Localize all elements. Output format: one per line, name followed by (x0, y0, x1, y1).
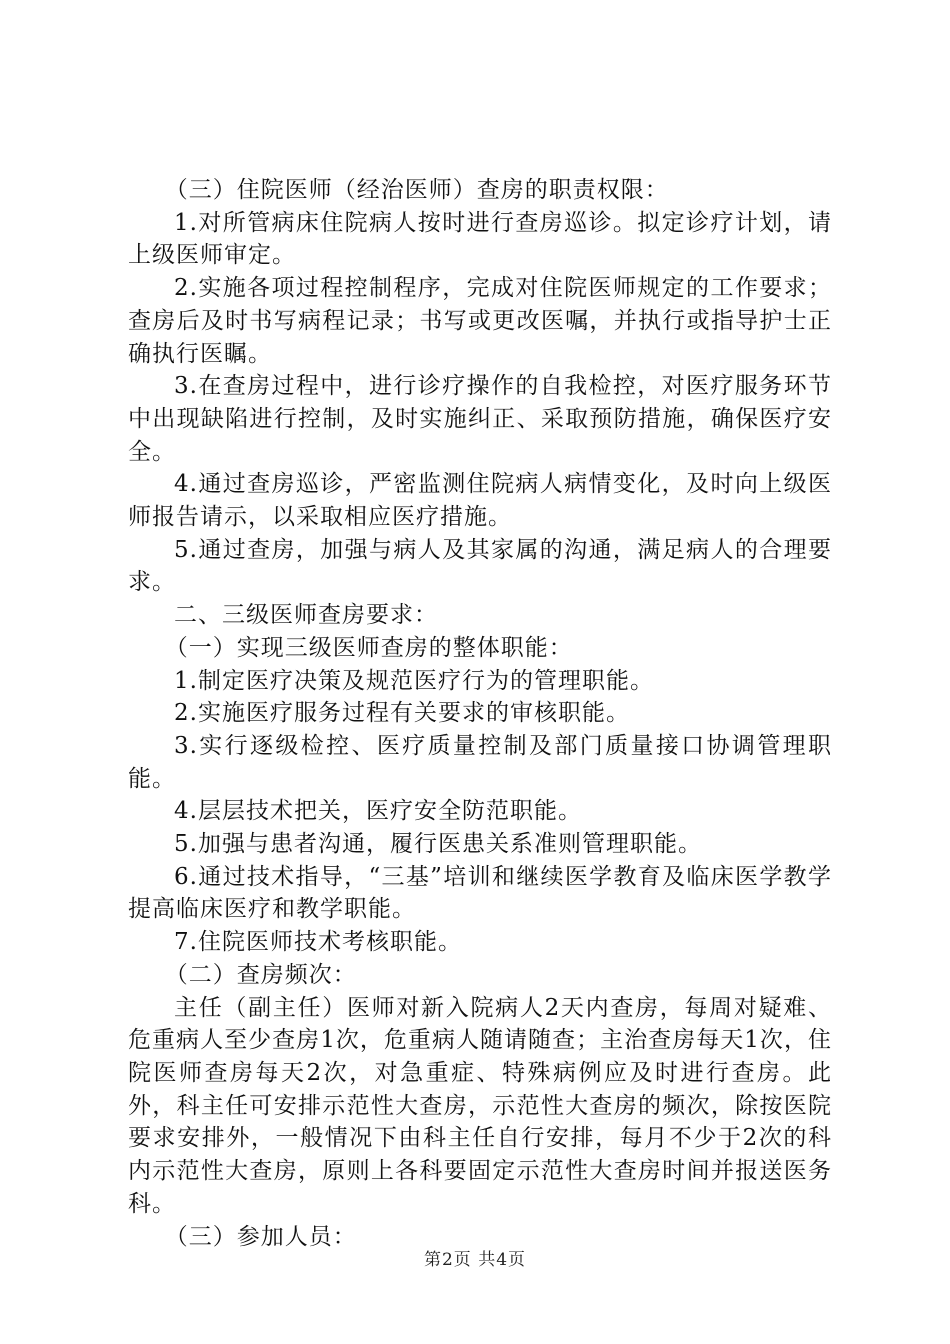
paragraph: 6.通过技术指导，“三基”培训和继续医学教育及临床医学教学提高临床医疗和教学职能。 (128, 863, 832, 923)
subsection-heading-functions: （一）实现三级医师查房的整体职能： (164, 634, 573, 661)
paragraph: 3.在查房过程中，进行诊疗操作的自我检控，对医疗服务环节中出现缺陷进行控制，及时实施纠正、采取预防措施，确保医疗安全。 (128, 373, 832, 465)
subsection-heading-frequency: （二）查房频次： (164, 961, 357, 988)
paragraph: 5.通过查房，加强与病人及其家属的沟通，满足病人的合理要求。 (128, 536, 832, 596)
page-number-footer: 第2页 共4页 (423, 1250, 527, 1270)
paragraph: 3.实行逐级检控、医疗质量控制及部门质量接口协调管理职能。 (128, 732, 832, 792)
paragraph: 1.制定医疗决策及规范医疗行为的管理职能。 (174, 667, 654, 694)
paragraph: 5.加强与患者沟通，履行医患关系准则管理职能。 (174, 831, 702, 858)
paragraph: 4.层层技术把关，医疗安全防范职能。 (174, 798, 582, 825)
paragraph: 4.通过查房巡诊，严密监测住院病人病情变化，及时向上级医师报告请示，以采取相应医疗措施。 (128, 471, 832, 531)
subsection-heading-participants: （三）参加人员： (164, 1223, 357, 1250)
section-heading-requirements: 二、三级医师查房要求： (174, 602, 438, 629)
paragraph: 2.实施医疗服务过程有关要求的审核职能。 (174, 700, 630, 727)
paragraph: 7.住院医师技术考核职能。 (174, 929, 462, 956)
paragraph: 2.实施各项过程控制程序，完成对住院医师规定的工作要求；查房后及时书写病程记录；书写或更改医嘱，并执行或指导护士正确执行医瞩。 (128, 275, 832, 367)
section-heading-resident-duties: （三）住院医师（经治医师）查房的职责权限： (164, 177, 669, 203)
document-body (128, 174, 832, 1253)
paragraph: 主任（副主任）医师对新入院病人2天内查房，每周对疑难、危重病人至少查房1次，危重病人随请随查；主治查房每天1次，住院医师查房每天2次，对急重症、特殊病例应及时进行查房。此外，科主任可安排示范性大查房，示范性大查房的频次，除按医院要求安排外，一般情况下由科主任自行安排，每月不少于2次的科内示范性大查房，原则上各科要固定示范性大查房时间并报送医务科。 (128, 994, 832, 1217)
paragraph: 1.对所管病床住院病人按时进行查房巡诊。拟定诊疗计划，请上级医师审定。 (128, 209, 832, 269)
